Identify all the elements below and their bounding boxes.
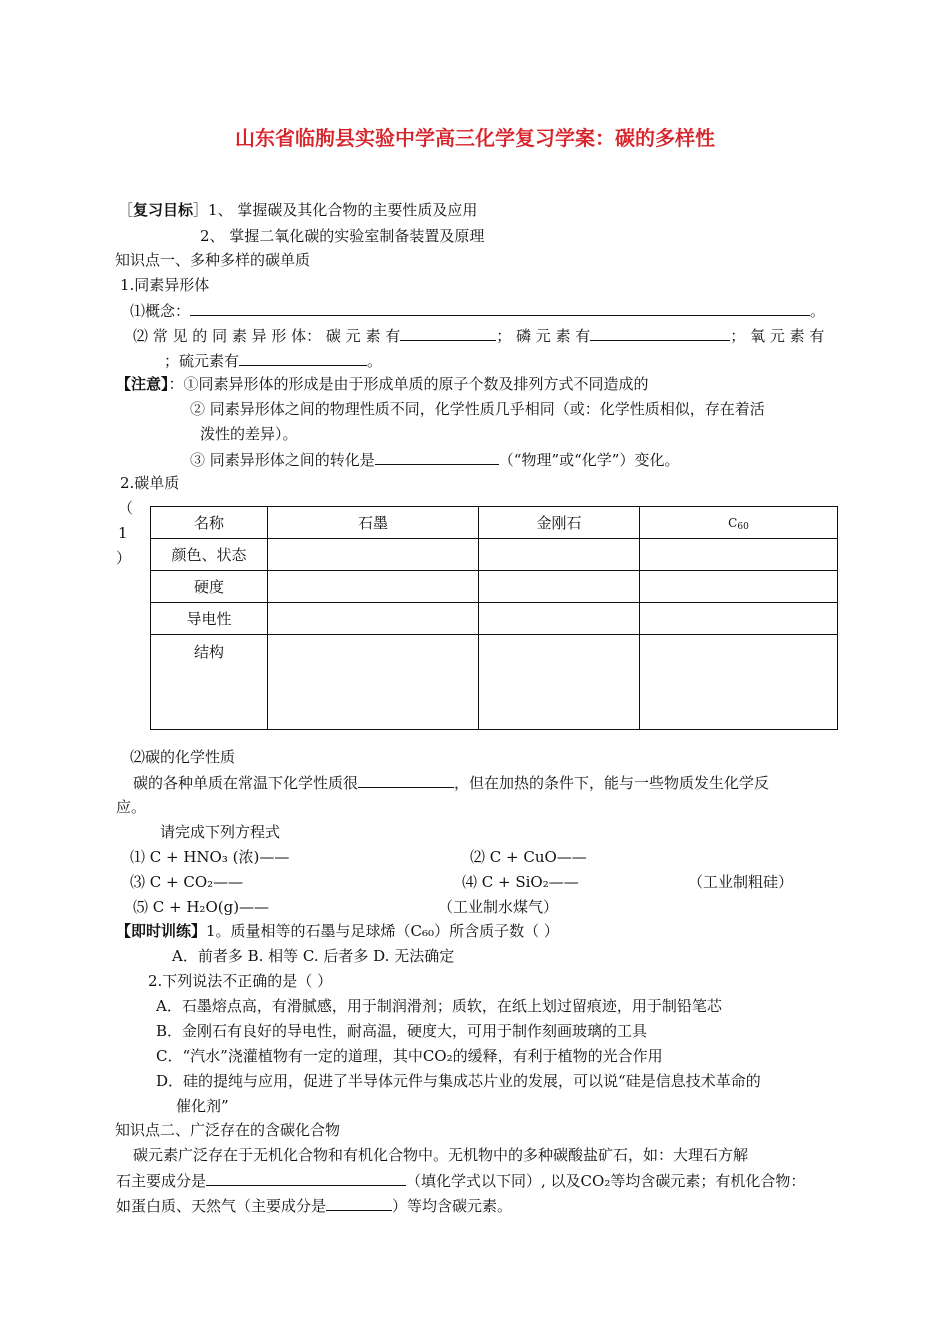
transformation-blank[interactable] bbox=[375, 449, 499, 465]
natural-gas-blank[interactable] bbox=[326, 1195, 392, 1211]
concept-line: ⑴概念： 。 bbox=[130, 302, 826, 320]
drill-q2: 2.下列说法不正确的是（ ） bbox=[148, 972, 333, 990]
row-label-hardness: 硬度 bbox=[151, 571, 268, 603]
equation-5: ⑸ C + H₂O(g)—— bbox=[133, 898, 270, 916]
note-label: 【注意】 bbox=[116, 375, 169, 393]
drill-q2-option-d2: 催化剂” bbox=[176, 1097, 229, 1115]
drill-q2-option-d1: D．硅的提纯与应用，促进了半导体元件与集成芯片业的发展，可以说“硅是信息技术革命的 bbox=[156, 1072, 761, 1090]
paren-close: ） bbox=[116, 549, 132, 567]
table-cell[interactable] bbox=[479, 603, 640, 635]
equation-2: ⑵ C + CuO—— bbox=[470, 848, 587, 866]
chem-line bbox=[133, 772, 769, 793]
note-line-3 bbox=[190, 449, 679, 470]
table-cell[interactable] bbox=[268, 571, 479, 603]
table-cell[interactable] bbox=[268, 635, 479, 730]
header-c60: $C_{60}$ bbox=[640, 507, 838, 539]
chem-a: 碳的各种单质在常温下化学性质很 bbox=[133, 774, 359, 792]
table-cell[interactable] bbox=[479, 539, 640, 571]
note-3b: （“物理”或“化学”）变化。 bbox=[498, 451, 680, 469]
common-sulfur-label: ；硫元素有 bbox=[164, 352, 240, 370]
kp2-p3a: 如蛋白质、天然气（主要成分是 bbox=[116, 1197, 327, 1215]
section-allotropes: 1.同素异形体 bbox=[120, 276, 210, 294]
table-cell[interactable] bbox=[640, 635, 838, 730]
kp2-p3b: ）等均含碳元素。 bbox=[392, 1197, 513, 1215]
table-header-row bbox=[151, 507, 838, 539]
kp2-p2a: 石主要成分是 bbox=[116, 1172, 207, 1190]
chem-heading: ⑵碳的化学性质 bbox=[130, 748, 236, 766]
note-line-1 bbox=[116, 374, 649, 394]
page-title: 山东省临朐县实验中学高三化学复习学案：碳的多样性 bbox=[235, 126, 715, 150]
common-oxygen-label: ； 氧 元 素 有 bbox=[730, 327, 825, 345]
review-goals-label-text: 复习目标 bbox=[133, 201, 194, 219]
kp2-heading: 知识点二、广泛存在的含碳化合物 bbox=[115, 1121, 341, 1139]
row-label-structure: 结构 bbox=[151, 635, 268, 730]
table-cell[interactable] bbox=[479, 571, 640, 603]
drill-q2-option-b: B．金刚石有良好的导电性，耐高温，硬度大，可用于制作刻画玻璃的工具 bbox=[156, 1022, 648, 1040]
row-label-conductivity: 导电性 bbox=[151, 603, 268, 635]
phosphorus-allotrope-blank[interactable] bbox=[590, 325, 730, 341]
drill-q2-option-a: A．石墨熔点高，有滑腻感，用于制润滑剂；质软，在纸上划过留痕迹，用于制铅笔芯 bbox=[156, 997, 722, 1015]
sulfur-line: ；硫元素有 。 bbox=[164, 352, 383, 370]
concept-label: ⑴概念： bbox=[130, 302, 191, 320]
paren-number: 1 bbox=[118, 524, 128, 542]
chem-blank[interactable] bbox=[358, 772, 454, 788]
table-cell[interactable] bbox=[640, 603, 838, 635]
row-label-color: 颜色、状态 bbox=[151, 539, 268, 571]
drill-q2-option-c: C．“汽水”浇灌植物有一定的道理，其中CO₂的缓释，有利于植物的光合作用 bbox=[156, 1047, 663, 1065]
header-diamond: 金刚石 bbox=[479, 507, 640, 539]
common-allotropes-line bbox=[133, 325, 824, 346]
equation-5-note: （工业制水煤气） bbox=[438, 898, 559, 916]
kp1-heading: 知识点一、多种多样的碳单质 bbox=[115, 251, 311, 269]
header-name: 名称 bbox=[151, 507, 268, 539]
carbon-properties-table bbox=[150, 506, 838, 730]
common-phosphorus-label: ； 磷 元 素 有 bbox=[496, 327, 591, 345]
drill-q1-options: A．前者多 B. 相等 C. 后者多 D. 无法确定 bbox=[172, 947, 455, 965]
goal-2: 2、 掌握二氧化碳的实验室制备装置及原理 bbox=[200, 227, 485, 245]
chem-b: ，但在加热的条件下，能与一些物质发生化学反 bbox=[454, 774, 770, 792]
drill-q1-line bbox=[116, 921, 559, 941]
kp2-p2b: （填化学式以下同）, 以及CO₂等均含碳元素；有机化合物： bbox=[406, 1172, 806, 1190]
equation-3: ⑶ C + CO₂—— bbox=[130, 873, 244, 891]
eq-intro: 请完成下列方程式 bbox=[160, 823, 281, 841]
calcite-blank[interactable] bbox=[206, 1170, 406, 1186]
equation-1: ⑴ C + HNO₃ (浓)—— bbox=[130, 848, 290, 866]
note-2a: ② 同素异形体之间的物理性质不同，化学性质几乎相同（或：化学性质相似，存在着活 bbox=[190, 400, 765, 418]
kp2-line2 bbox=[116, 1170, 805, 1191]
note-3a: ③ 同素异形体之间的转化是 bbox=[190, 451, 375, 469]
common-carbon-label: ⑵ 常 见 的 同 素 异 形 体： 碳 元 素 有 bbox=[133, 327, 401, 345]
table-cell[interactable] bbox=[640, 539, 838, 571]
header-graphite: 石墨 bbox=[268, 507, 479, 539]
table-row bbox=[151, 635, 838, 730]
chem-c: 应。 bbox=[116, 798, 147, 816]
table-cell[interactable] bbox=[640, 571, 838, 603]
equation-4-note: （工业制粗硅） bbox=[688, 873, 794, 891]
kp2-line3 bbox=[116, 1195, 512, 1216]
review-goals-line1: ［复习目标］1、 掌握碳及其化合物的主要性质及应用 bbox=[118, 201, 478, 219]
paren-open: （ bbox=[118, 499, 134, 517]
carbon-allotrope-blank[interactable] bbox=[400, 325, 496, 341]
table-cell[interactable] bbox=[479, 635, 640, 730]
kp2-p1: 碳元素广泛存在于无机化合物和有机化合物中。无机物中的多种碳酸盐矿石，如：大理石方解 bbox=[133, 1146, 749, 1164]
note-2b: 泼性的差异）。 bbox=[200, 425, 298, 443]
section-carbon-elements: 2.碳单质 bbox=[120, 474, 180, 492]
equation-4: ⑷ C + SiO₂—— bbox=[462, 873, 579, 891]
drill-label: 【即时训练】 bbox=[116, 922, 207, 940]
sulfur-allotrope-blank[interactable] bbox=[239, 350, 367, 366]
table-cell[interactable] bbox=[268, 603, 479, 635]
table-row bbox=[151, 603, 838, 635]
drill-q1: 1。质量相等的石墨与足球烯（C₆₀）所含质子数（ ） bbox=[206, 922, 559, 940]
table-row bbox=[151, 571, 838, 603]
note-1: ：①同素异形体的形成是由于形成单质的原子个数及排列方式不同造成的 bbox=[168, 375, 649, 393]
table-cell[interactable] bbox=[268, 539, 479, 571]
table-row bbox=[151, 539, 838, 571]
goal-1: 1、 掌握碳及其化合物的主要性质及应用 bbox=[208, 201, 478, 219]
concept-blank[interactable] bbox=[190, 300, 810, 316]
